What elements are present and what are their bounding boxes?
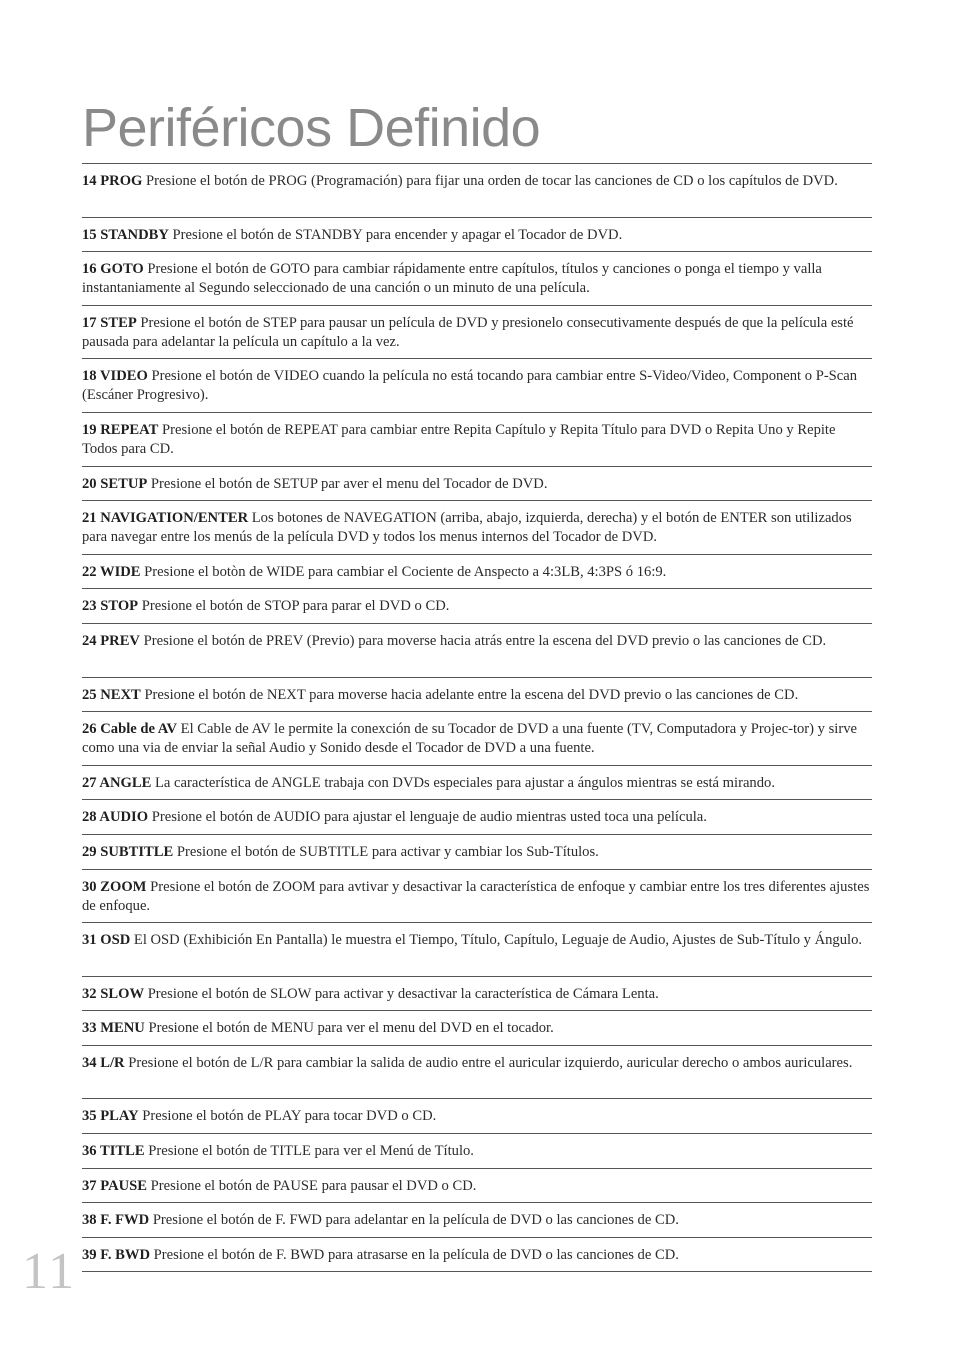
entry-description: Presione el botón de PLAY para tocar DVD o CD.	[138, 1108, 437, 1125]
entry-description: El OSD (Exhibición En Pantalla) le muestra el Tiempo, Título, Capítulo, Leguaje de Audio, Ajustes de Sub-Título y Ángulo.	[130, 932, 863, 949]
entry-description: Presione el botón de SLOW para activar y desactivar la característica de Cámara Lenta.	[144, 985, 659, 1002]
entry-code: 31 OSD	[82, 932, 131, 949]
entry-code: 20 SETUP	[82, 475, 148, 492]
page-title: Periféricos Definido	[82, 98, 541, 158]
entry-next	[82, 678, 872, 713]
entry-description: Presione el botón de ZOOM para avtivar y desactivar la característica de enfoque y cambiar entre los tres diferentes ajustes de enfoque.	[82, 878, 870, 914]
entry-navigation-enter	[82, 501, 872, 555]
entry-subtitle	[82, 835, 872, 870]
entry-code: 35 PLAY	[82, 1108, 139, 1125]
entry-description: Presione el botón de MENU para ver el menu del DVD en el tocador.	[144, 1020, 554, 1037]
entry-code: 24 PREV	[82, 632, 140, 649]
entry-code: 17 STEP	[82, 314, 137, 331]
entry-code: 16 GOTO	[82, 261, 144, 278]
entry-fast-backward	[82, 1238, 872, 1273]
entry-description: Presione el botón de STOP para parar el DVD o CD.	[138, 598, 450, 615]
entry-description: Presione el botón de PROG (Programación) para fijar una orden de tocar las canciones de CD o los capítulos de DVD.	[142, 173, 838, 189]
entry-code: 28 AUDIO	[82, 809, 149, 826]
entry-description: Presione el botón de F. FWD para adelantar en la película de DVD o las canciones de CD.	[149, 1212, 679, 1229]
entry-description: Presione el botón de L/R para cambiar la salida de audio entre el auricular izquierdo, auricular derecho o ambos auriculares.	[124, 1054, 853, 1071]
entry-stop	[82, 589, 872, 624]
entry-repeat	[82, 413, 872, 467]
entry-code: 15 STANDBY	[82, 226, 169, 243]
entry-osd	[82, 923, 872, 977]
entry-code: 39 F. BWD	[82, 1246, 150, 1263]
entry-step	[82, 306, 872, 360]
entry-prog	[82, 164, 872, 218]
entry-video	[82, 359, 872, 413]
entry-description: Presione el botón de TITLE para ver el Menú de Título.	[144, 1143, 474, 1160]
entry-audio	[82, 800, 872, 835]
entry-code: 22 WIDE	[82, 563, 141, 580]
entry-slow	[82, 977, 872, 1012]
entry-setup	[82, 467, 872, 502]
entry-description: Los botones de NAVEGATION (arriba, abajo, izquierda, derecha) y el botón de ENTER son utilizados para navegar entre los menús de la película DVD y todos los menus internos del Tocador de DVD.	[82, 510, 852, 546]
entry-description: Presione el botón de STANDBY para encender y apagar el Tocador de DVD.	[168, 226, 623, 243]
entry-prev	[82, 624, 872, 678]
entry-code: 30 ZOOM	[82, 878, 147, 895]
entry-description: La característica de ANGLE trabaja con DVDs especiales para ajustar a ángulos mientras se está mirando.	[151, 774, 775, 791]
entry-lr	[82, 1046, 872, 1100]
button-definition-list	[82, 163, 872, 1272]
entry-code: 29 SUBTITLE	[82, 843, 174, 860]
entry-description: Presione el botón de NEXT para moverse hacia adelante entre la escena del DVD previo o las canciones de CD.	[140, 686, 799, 703]
page-number: 11	[22, 1243, 77, 1300]
entry-code: 21 NAVIGATION/ENTER	[82, 510, 249, 527]
entry-menu	[82, 1011, 872, 1046]
entry-description: Presione el botón de SUBTITLE para activar y cambiar los Sub-Títulos.	[173, 843, 599, 860]
entry-code: 14 PROG	[82, 173, 143, 189]
entry-description: Presione el botón de F. BWD para atrasarse en la película de DVD o las canciones de CD.	[149, 1246, 679, 1263]
entry-description: Presione el botón de VIDEO cuando la película no está tocando para cambiar entre S-Video/Video, Component o P-Scan (Escáner Progresivo).	[82, 368, 858, 404]
entry-code: 19 REPEAT	[82, 421, 159, 438]
entry-fast-forward	[82, 1203, 872, 1238]
entry-description: El Cable de AV le permite la conexción de su Tocador de DVD a una fuente (TV, Computadora y Projec-tor) y sirve como una via de enviar la señal Audio y Sonido desde el Tocador de DVD a una fuente.	[82, 721, 857, 757]
entry-goto	[82, 252, 872, 306]
entry-code: 25 NEXT	[82, 686, 141, 703]
entry-play	[82, 1099, 872, 1134]
entry-av-cable	[82, 712, 872, 766]
entry-description: Presione el botón de STEP para pausar un película de DVD y presionelo consecutivamente después de que la película esté pausada para adelantar la película un capítulo a la vez.	[82, 314, 854, 350]
entry-code: 26 Cable de AV	[82, 721, 178, 738]
entry-code: 32 SLOW	[82, 985, 145, 1002]
entry-code: 18 VIDEO	[82, 368, 148, 385]
entry-wide	[82, 555, 872, 590]
entry-title	[82, 1134, 872, 1169]
entry-description: Presione el botón de GOTO para cambiar rápidamente entre capítulos, títulos y canciones o ponga el tiempo y valla instantaniamente al Segundo seleccionado de una canción o un minuto de una película.	[82, 261, 822, 297]
entry-code: 33 MENU	[82, 1020, 145, 1037]
entry-pause	[82, 1169, 872, 1204]
entry-standby	[82, 218, 872, 253]
entry-description: Presione el botón de AUDIO para ajustar el lenguaje de audio mientras usted toca una película.	[148, 809, 707, 826]
entry-code: 37 PAUSE	[82, 1177, 148, 1194]
entry-code: 34 L/R	[82, 1054, 125, 1071]
entry-code: 38 F. FWD	[82, 1212, 150, 1229]
entry-description: Presione el botón de SETUP par aver el menu del Tocador de DVD.	[147, 475, 548, 492]
entry-zoom	[82, 870, 872, 924]
entry-code: 36 TITLE	[82, 1143, 145, 1160]
entry-code: 23 STOP	[82, 598, 139, 615]
entry-description: Presione el botón de PAUSE para pausar el DVD o CD.	[147, 1177, 477, 1194]
entry-angle	[82, 766, 872, 801]
entry-code: 27 ANGLE	[82, 774, 152, 791]
entry-description: Presione el botón de REPEAT para cambiar entre Repita Capítulo y Repita Título para DVD o Repita Uno y Repite Todos para CD.	[82, 421, 836, 457]
entry-description: Presione el botón de PREV (Previo) para moverse hacia atrás entre la escena del DVD previo o las canciones de CD.	[139, 632, 827, 649]
entry-description: Presione el botòn de WIDE para cambiar el Cociente de Anspecto a 4:3LB, 4:3PS ó 16:9.	[140, 563, 667, 580]
